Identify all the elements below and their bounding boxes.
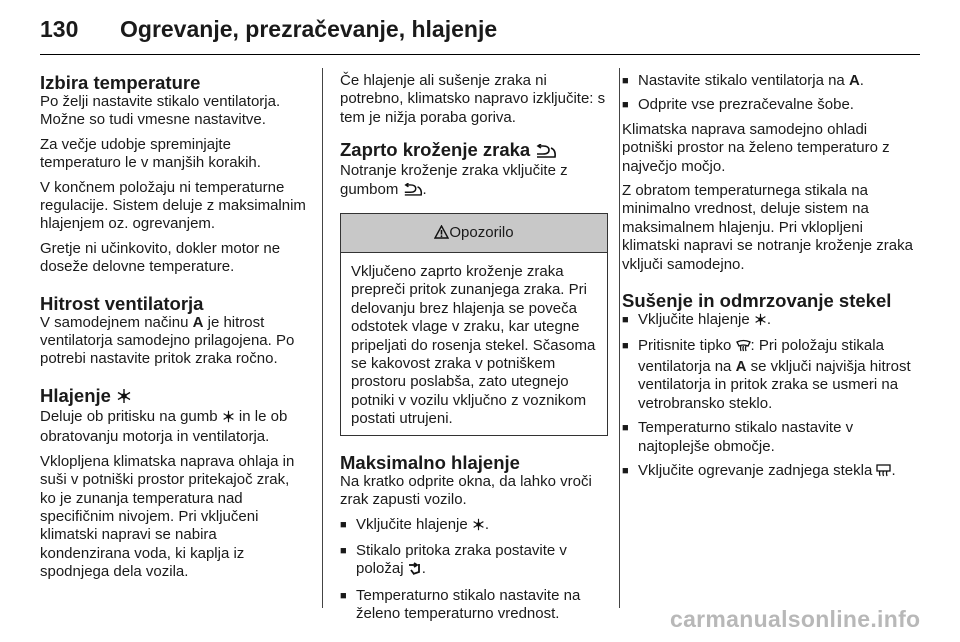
column-2 — [340, 72, 608, 630]
snowflake-icon — [754, 313, 767, 331]
footwell-vent-icon — [408, 562, 422, 580]
list-item: ■ Nastavite stikalo ventilatorja na A. — [622, 72, 914, 90]
page-title: Ogrevanje, prezračevanje, hlajenje — [120, 16, 498, 42]
snowflake-icon — [222, 410, 235, 428]
list-item: ■ Odprite vse prezračevalne šobe. — [622, 96, 914, 114]
warning-box — [340, 213, 608, 436]
list-item: ■ Pritisnite tipko : Pri položaju stikala ventilatorja na A se vključi najvišja hitrost ventilatorja in pritok zraka se usmeri na vetrobransko steklo. — [622, 337, 914, 413]
recirculation-heading: Zaprto kroženje zraka — [340, 139, 608, 162]
cooling-heading: Hlajenje — [40, 385, 308, 408]
auto-cooling-paragraph: Klimatska naprava samodejno ohladi potniški prostor na želeno temperaturo z največjo močjo. — [622, 120, 890, 175]
warning-triangle-icon — [434, 216, 449, 254]
max-cooling-paragraph: Na kratko odprite okna, da lahko vroči zrak zapusti vozilo. — [340, 472, 592, 509]
list-item: ■ Temperaturno stikalo nastavite na želeno temperaturno vrednost. — [340, 587, 608, 624]
fan-speed-paragraph: V samodejnem načinu A je hitrost ventilatorja samodejno prilagojena. Po potrebi nastavite pritok zraka ročno. — [40, 313, 295, 368]
recirculation-paragraph: Notranje kroženje zraka vključite z gumbom . — [340, 162, 608, 201]
max-cooling-list-continued — [622, 72, 914, 115]
list-item: ■ Vključite ogrevanje zadnjega stekla . — [622, 462, 914, 482]
warning-header — [341, 214, 607, 253]
list-item: ■ Stikalo pritoka zraka postavite v položaj . — [340, 542, 608, 581]
watermark: carmanualsonline.info — [670, 606, 921, 632]
drying-defrost-heading: Sušenje in odmrzovanje stekel — [622, 290, 892, 312]
windshield-defrost-icon — [736, 339, 751, 357]
temperature-paragraph-3: V končnem položaju ni temperaturne regulacije. Sistem deluje z maksimalnim hlajenjem oz. ogrevanjem. — [40, 178, 306, 233]
rear-window-heat-icon — [876, 464, 891, 482]
list-item: ■ Vključite hlajenje . — [622, 311, 914, 331]
temperature-paragraph-1: Po želji nastavite stikalo ventilatorja. Možne so tudi vmesne nastavitve. — [40, 93, 281, 129]
page-header — [40, 14, 920, 55]
warning-text: Vključeno zaprto kroženje zraka prepreči pritok zunanjega zraka. Pri delovanju brez hlajenja se poveča odstotek vlage v zraku, kar utegne pripeljati do rosenja stekel. Sčasoma se kakovost zraka v potniškem prostoru poslabša, zato utegnejo potniki v vozilu vključno z voznikom postati utrujeni. — [351, 263, 596, 428]
max-system-paragraph: Z obratom temperaturnega stikala na minimalno vrednost, deluje sistem na maksimalnem hlajenju. Pri vklopljeni klimatski napravi se notranje kroženje zraka vključi samodejno. — [622, 182, 913, 273]
recirculation-icon — [535, 141, 557, 162]
max-cooling-list — [340, 516, 608, 624]
warning-title: Opozorilo — [449, 224, 514, 242]
snowflake-icon — [116, 387, 132, 408]
page-number: 130 — [40, 16, 79, 42]
cooling-paragraph-1: Deluje ob pritisku na gumb in le ob obratovanju motorja in ventilatorja. — [40, 407, 288, 446]
temperature-paragraph-2: Za večje udobje spreminjajte temperaturo le v manjših korakih. — [40, 135, 261, 172]
temperature-heading: Izbira temperature — [40, 72, 201, 93]
column-3 — [622, 72, 914, 488]
drying-defrost-list — [622, 311, 914, 482]
fan-speed-heading: Hitrost ventilatorja — [40, 292, 204, 314]
recirculation-icon — [403, 183, 423, 201]
max-cooling-heading: Maksimalno hlajenje — [340, 451, 520, 473]
ac-off-paragraph: Če hlajenje ali sušenje zraka ni potrebno, klimatsko napravo izključite: s tem je nižja poraba goriva. — [340, 72, 606, 126]
column-1 — [40, 72, 308, 588]
snowflake-icon — [472, 518, 485, 536]
temperature-paragraph-4: Gretje ni učinkovito, dokler motor ne doseže delovne temperature. — [40, 239, 281, 276]
list-item: ■ Vključite hlajenje . — [340, 516, 608, 536]
cooling-paragraph-2: Vklopljena klimatska naprava ohlaja in suši v potniški prostor pritekajoč zrak, ko je zunanja temperatura nad specifičnim nivojem. Pri vključeni klimatski napravi se nabira kondenzirana voda, ki kaplja iz spodnjega dela vozila. — [40, 452, 295, 581]
list-item: ■ Temperaturno stikalo nastavite v najtoplejše območje. — [622, 419, 914, 456]
column-divider-2 — [619, 68, 620, 608]
column-divider-1 — [322, 68, 323, 608]
